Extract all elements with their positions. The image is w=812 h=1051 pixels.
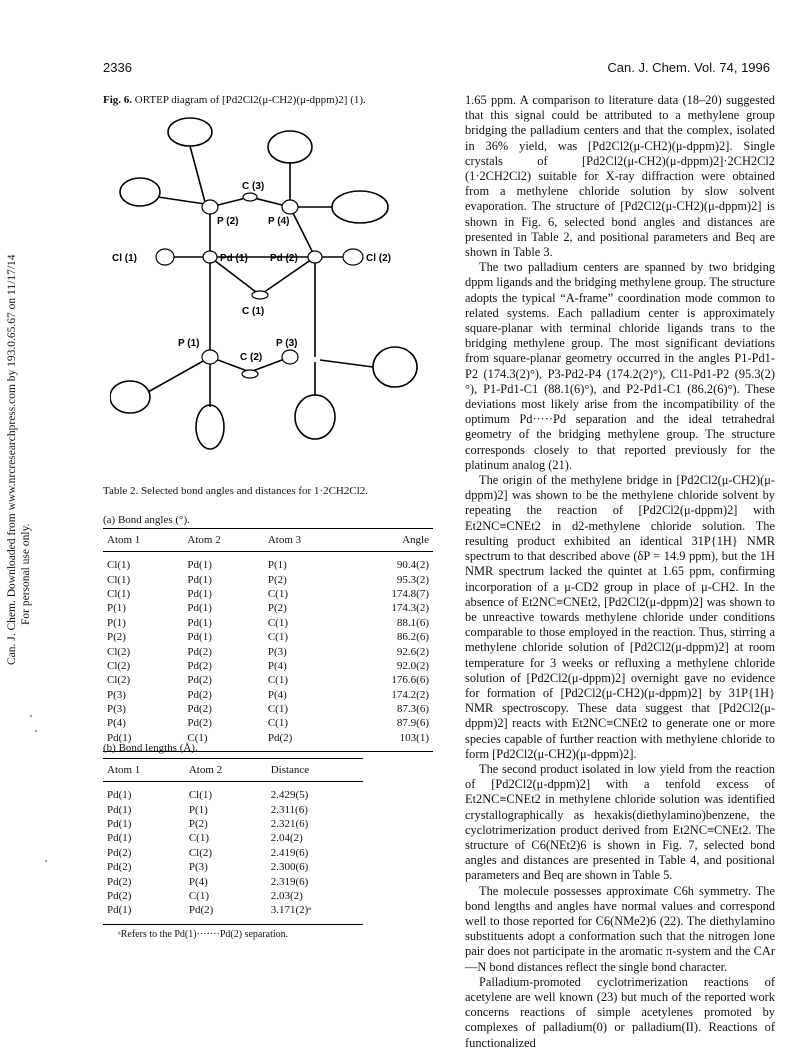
table-row (103, 659, 433, 673)
label-cl1: Cl (1) (112, 253, 137, 264)
table-row (103, 860, 363, 874)
table-row (103, 817, 363, 831)
table-row (103, 874, 363, 888)
col-header: Atom 2 (183, 529, 263, 552)
paragraph: The origin of the methylene bridge in [Pd2Cl2(μ-CH2)(μ-dppm)2] was shown to be the methylene chloride solvent by repeating the reaction of [Pd2Cl2(μ-dppm)2] with Et2NC≡CNEt2 in d2-methylene chloride solution. The resulting product exhibited an identical 31P{1H} NMR spectrum to that described above (δP = 14.9 ppm), but the 1H NMR spectrum lacked the quintet at 1.65 ppm, confirming incorporation of a μ-CD2 group in place of μ-CH2. In the absence of Et2NC≡CNEt2, [Pd2Cl2(μ-dppm)2] was shown to be unreactive towards methylene chloride under conditions comparable to those employed in the reaction. Thus, stirring a methylene chloride solution of [Pd2Cl2(μ-dppm)2] at room temperature for 3 weeks or refluxing a methylene chloride solution of [Pd2Cl2(μ-dppm)2] overnight gave no evidence for formation of [Pd2Cl2(μ-CH2)(μ-dppm)2] by 31P{1H} NMR spectroscopy. These data suggest that [Pd2Cl2(μ-dppm)2] reacts with Et2NC≡CNEt2 to generate one or more species capable of further reaction with methylene chloride to form [Pd2Cl2(μ-CH2)(μ-dppm)2]. (465, 473, 775, 761)
table-cell: 174.3(2) (391, 602, 429, 615)
table-cell: P(4) (267, 688, 287, 701)
table-cell: P(2) (267, 602, 287, 615)
table-cell: Pd(2) (187, 717, 212, 730)
table-cell: Pd(1) (187, 559, 212, 572)
table-cell: 2.419(6) (270, 846, 309, 859)
table-footnote: ᵃRefers to the Pd(1)·······Pd(2) separation. (118, 929, 289, 940)
table-cell: Cl(1) (107, 587, 131, 600)
table-row (103, 782, 363, 803)
table-cell: 2.03(2) (270, 889, 303, 902)
table-cell: 174.8(7) (391, 587, 429, 600)
table-cell: P(1) (107, 616, 126, 629)
table-row (103, 831, 363, 845)
paragraph: The molecule possesses approximate C6h symmetry. The bond lengths and angles have normal values and correspond well to those reported for C6(NMe2)6 (22). The diethylamino substituents adopt a conformation such that the nitrogen lone pair does not participate in the aromatic π-system and the CAr—N bond distances reflect the single bond character. (465, 883, 775, 974)
table-cell: C(1) (188, 889, 210, 902)
table-cell: Pd(2) (185, 903, 267, 924)
col-header: Atom 1 (103, 529, 183, 552)
table-row (103, 673, 433, 687)
table-cell: C(1) (267, 587, 289, 600)
table-cell: Pd(2) (264, 731, 344, 752)
table-cell: Pd(2) (187, 703, 212, 716)
table-cell: Pd(2) (187, 688, 212, 701)
table-cell: Pd(2) (107, 861, 132, 874)
label-p3: P (3) (276, 338, 298, 349)
table-cell: 88.1(6) (396, 616, 429, 629)
table-row (103, 587, 433, 601)
label-p2: P (2) (217, 216, 239, 227)
table-cell: 2.04(2) (270, 832, 303, 845)
table-cell: 2.319(6) (270, 875, 309, 888)
table-cell: 2.311(6) (270, 803, 308, 816)
table-cell: Pd(2) (107, 889, 132, 902)
journal-header: Can. J. Chem. Vol. 74, 1996 (607, 60, 770, 75)
table-row (103, 644, 433, 658)
table-cell: P(2) (107, 631, 126, 644)
table-cell: P(1) (107, 602, 126, 615)
table-cell: Pd(2) (187, 674, 212, 687)
table-cell: P(3) (107, 688, 126, 701)
table-cell: Cl(2) (188, 846, 213, 859)
figure-label: Fig. 6. (103, 94, 133, 106)
table-row (103, 802, 363, 816)
table-row (103, 630, 433, 644)
table-cell: P(2) (188, 817, 208, 830)
table-cell: Pd(1) (103, 903, 185, 924)
table-cell: Cl(2) (107, 659, 131, 672)
table-cell: Pd(1) (187, 587, 212, 600)
table-row (103, 846, 363, 860)
label-c3: C (3) (242, 181, 265, 192)
table-row (103, 702, 433, 716)
table-cell: Pd(1) (187, 616, 212, 629)
table-cell: Pd(2) (187, 659, 212, 672)
table-cell: C(1) (267, 631, 289, 644)
ortep-diagram (110, 112, 440, 452)
label-c1: C (1) (242, 306, 265, 317)
table-cell: 90.4(2) (396, 559, 429, 572)
table-cell: 2.321(6) (270, 817, 309, 830)
figure-caption (103, 94, 443, 106)
label-c2: C (2) (240, 352, 263, 363)
download-stamp-line2: For personal use only. (20, 523, 32, 625)
download-stamp (0, 105, 58, 665)
table-cell: 2.300(6) (270, 861, 309, 874)
table-part-b-caption: (b) Bond lengths (Å). (103, 742, 198, 754)
table-cell: C(1) (267, 703, 289, 716)
table-cell: 174.2(2) (391, 688, 429, 701)
table-row (103, 889, 363, 903)
table-cell: P(1) (267, 559, 287, 572)
label-pd2: Pd (2) (270, 253, 298, 264)
label-pd1: Pd (1) (220, 253, 248, 264)
table-cell: P(3) (107, 703, 126, 716)
table-cell: 87.9(6) (396, 717, 429, 730)
table-cell: C(1) (267, 674, 289, 687)
table-cell: 95.3(2) (396, 573, 429, 586)
label-p4: P (4) (268, 216, 290, 227)
table-cell: P(4) (107, 717, 126, 730)
table-cell: Pd(1) (187, 573, 212, 586)
paragraph: Palladium-promoted cyclotrimerization reactions of acetylene are well known (23) but much of the reported work concerns reactions of simple acetylenes promoted by complexes of palladium(0) or palladium(II). Reactions of functionalized (465, 974, 775, 1050)
label-p1: P (1) (178, 338, 200, 349)
table-row (103, 903, 363, 924)
table-cell: C(1) (267, 616, 289, 629)
table-cell: Pd(1) (107, 789, 132, 802)
table-cell: Pd(2) (107, 875, 132, 888)
table-row (103, 616, 433, 630)
page-number: 2336 (103, 60, 132, 75)
ortep-figure (110, 112, 440, 452)
col-header: Angle (344, 529, 433, 552)
body-text (465, 93, 775, 1051)
table-cell: 92.0(2) (396, 659, 429, 672)
paragraph: The second product isolated in low yield from the reaction of [Pd2Cl2(μ-dppm)2] with a tenfold excess of Et2NC≡CNEt2 in methylene chloride solution was identified crystallographically as hexakis(diethylamino)benzene, the cyclotrimerization product derived from Et2NC≡CNEt2. The structure of C6(NEt2)6 is shown in Fig. 7, selected bond angles and distances are presented in Table 4, and positional parameters and Beq are shown in Table 5. (465, 761, 775, 883)
table-cell: P(3) (188, 861, 208, 874)
table-cell: P(4) (267, 659, 287, 672)
download-stamp-line1: Can. J. Chem. Downloaded from www.nrcresearchpress.com by 193.0.65.67 on 11/17/14 (6, 254, 18, 665)
col-header: Atom 1 (103, 759, 185, 782)
table-cell: Pd(1) (187, 602, 212, 615)
bond-lengths-table (103, 758, 363, 925)
table-row (103, 572, 433, 586)
table-cell: Cl(2) (107, 674, 131, 687)
table-cell: Cl(2) (107, 645, 131, 658)
scan-speck (45, 860, 47, 862)
table-part-a-caption: (a) Bond angles (°). (103, 514, 190, 526)
table-cell: Cl(1) (107, 573, 131, 586)
col-header: Atom 2 (185, 759, 267, 782)
table-row (103, 552, 433, 573)
table-cell: Pd(2) (187, 645, 212, 658)
table-cell: P(1) (188, 803, 208, 816)
table-cell: 86.2(6) (396, 631, 429, 644)
table-cell: 92.6(2) (396, 645, 429, 658)
table-cell: Pd(1) (103, 731, 183, 752)
table-row (103, 688, 433, 702)
figure-caption-text: ORTEP diagram of [Pd2Cl2(μ-CH2)(μ-dppm)2] (1). (134, 94, 366, 106)
scan-speck (30, 715, 32, 717)
bond-angles-table (103, 528, 433, 752)
table-cell: C(1) (267, 717, 289, 730)
label-cl2: Cl (2) (366, 253, 391, 264)
table-header-row (103, 759, 363, 782)
table-cell: C(1) (183, 731, 263, 752)
table-cell: Cl(1) (188, 789, 213, 802)
table-cell: Pd(1) (107, 832, 132, 845)
table-cell: P(3) (267, 645, 287, 658)
table-cell: 103(1) (344, 731, 433, 752)
table-cell: P(4) (188, 875, 208, 888)
col-header: Atom 3 (264, 529, 344, 552)
table-row (103, 716, 433, 730)
table-header-row (103, 529, 433, 552)
table-cell: Pd(2) (107, 846, 132, 859)
table-cell: Cl(1) (107, 559, 131, 572)
table-row (103, 601, 433, 615)
paragraph: The two palladium centers are spanned by two bridging dppm ligands and the bridging methylene group. The structure adopts the typical “A-frame” coordination mode common to related systems. Each palladium center is approximately square-planar with terminal chloride ligands trans to the bridging methylene group. The most significant deviations from square-planar geometry occurred in the angles P1-Pd1-P2 (174.3(2)°), P3-Pd2-P4 (174.2(2)°), Cl1-Pd1-P2 (95.3(2)°), P1-Pd1-C1 (88.1(6)°), and P2-Pd1-C1 (86.2(6)°). These deviations most likely arise from the incompatibility of the optimum Pd·····Pd separation and the ideal tetrahedral geometry of the bridging methylene group. The structure corresponds closely to that reported previously for the platinum analog (21). (465, 260, 775, 472)
table-cell: 3.171(2)ᵃ (267, 903, 363, 924)
table-cell: 87.3(6) (396, 703, 429, 716)
table-cell: 2.429(5) (270, 789, 309, 802)
paragraph: 1.65 ppm. A comparison to literature data (18–20) suggested that this signal could be attributed to a methylene group bridging the palladium centers and that the complex, isolated in 36% yield, was [Pd2Cl2(μ-CH2)(μ-dppm)2]. Single crystals of [Pd2Cl2(μ-CH2)(μ-dppm)2]·2CH2Cl2 (1·2CH2Cl2) suitable for X-ray diffraction were obtained from a methylene chloride solution by slow solvent evaporation. The structure of [Pd2Cl2(μ-CH2)(μ-dppm)2] is shown in Fig. 6, selected bond angles and distances are presented in Table 2, and positional parameters and Beq are shown in Table 3. (465, 93, 775, 260)
table-cell: P(2) (267, 573, 287, 586)
scan-speck (35, 730, 37, 732)
table-cell: Pd(1) (107, 803, 132, 816)
table-cell: Pd(1) (187, 631, 212, 644)
col-header: Distance (267, 759, 363, 782)
table-title: Table 2. Selected bond angles and distances for 1·2CH2Cl2. (103, 485, 368, 497)
table-cell: 176.6(6) (391, 674, 429, 687)
table-cell: C(1) (188, 832, 210, 845)
table-cell: Pd(1) (107, 817, 132, 830)
